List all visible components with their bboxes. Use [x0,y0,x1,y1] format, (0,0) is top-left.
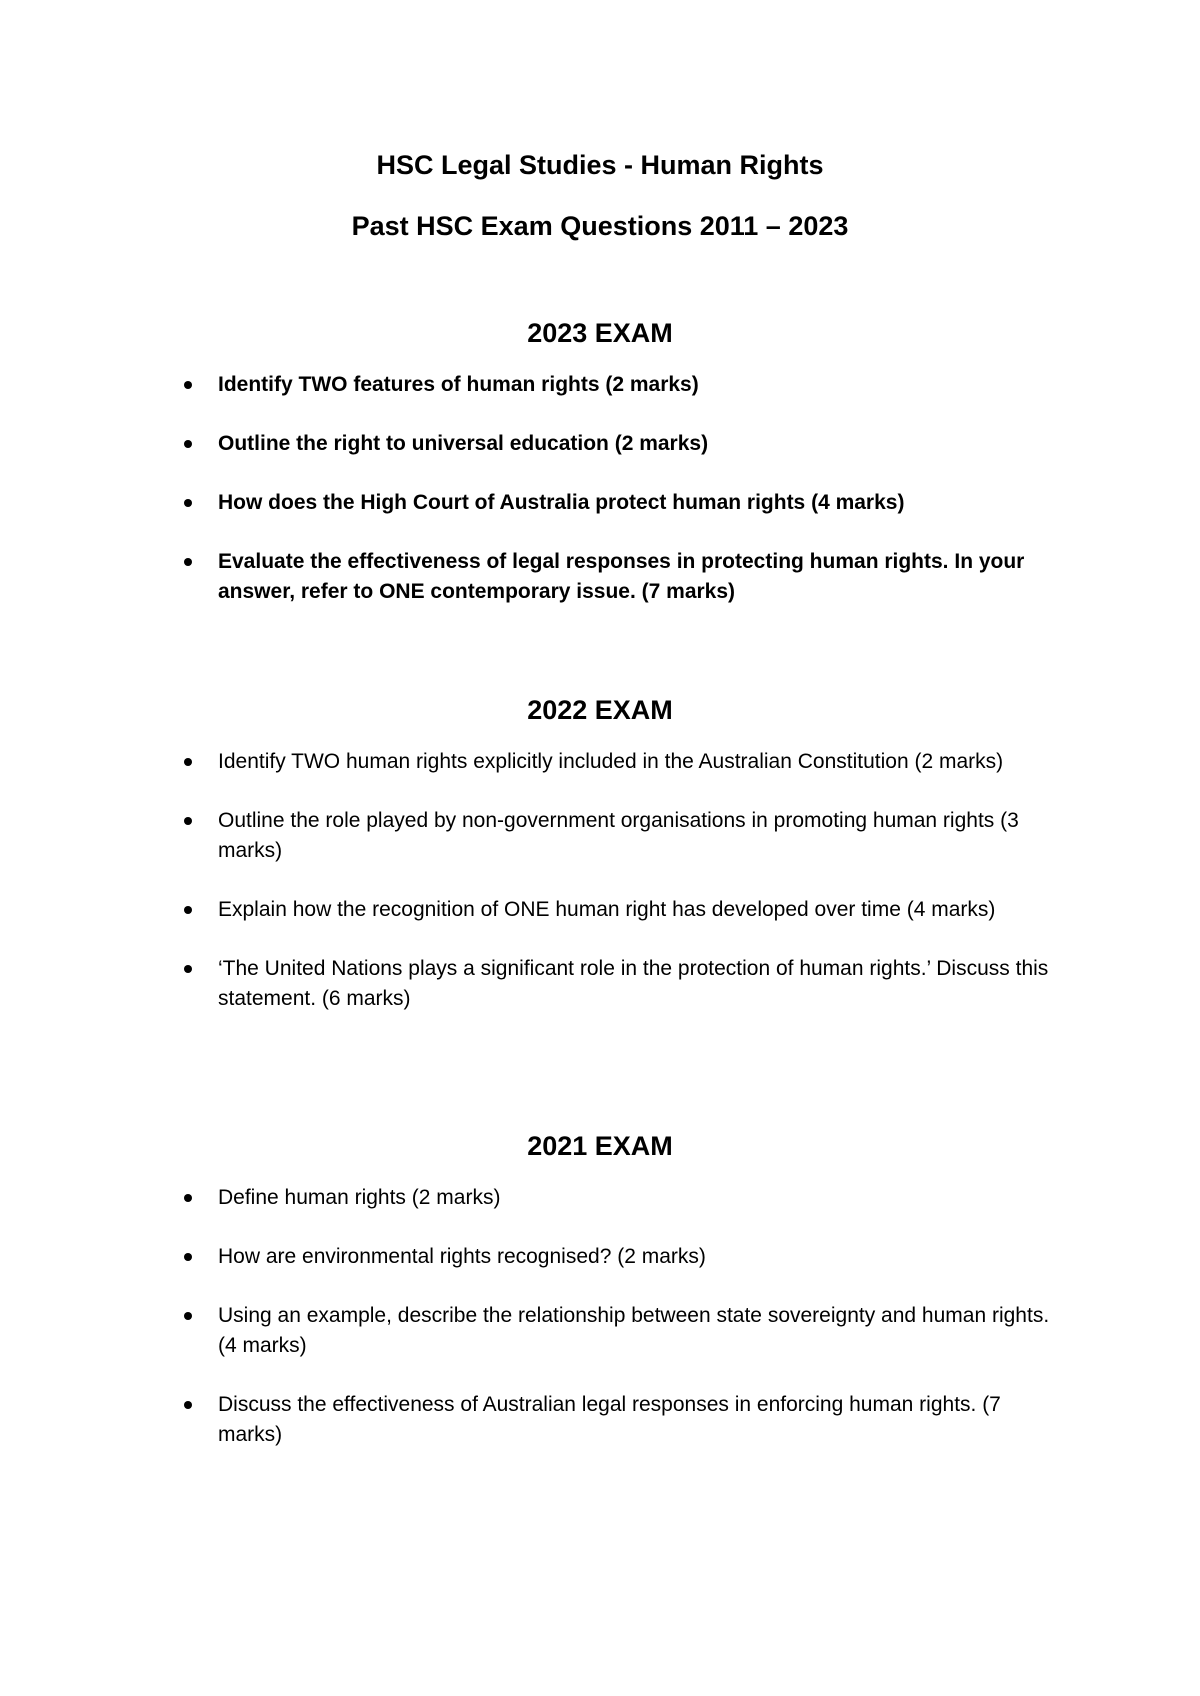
bullet-icon [184,1312,192,1320]
bullet-icon [184,758,192,766]
question-item [0,1242,1068,1272]
section-heading: 2023 EXAM [527,318,673,348]
bullet-icon [184,1253,192,1261]
bullet-icon [184,906,192,914]
question-item [0,1390,1068,1450]
question-item [0,1301,1068,1361]
bullet-icon [184,817,192,825]
question-text: How are environmental rights recognised? (2 marks) [218,1245,706,1268]
bullet-icon [184,558,192,566]
question-item [0,370,1068,400]
bullet-icon [184,499,192,507]
question-item [0,1183,1068,1213]
question-text: Explain how the recognition of ONE human right has developed over time (4 marks) [218,898,996,921]
question-item [0,547,1068,607]
bullet-icon [184,1194,192,1202]
question-list [0,747,1200,1043]
question-list [0,370,1200,636]
question-item [0,954,1068,1014]
question-text: How does the High Court of Australia protect human rights (4 marks) [218,491,905,514]
question-text: ‘The United Nations plays a significant role in the protection of human rights.’ Discuss this statement. (6 marks) [218,957,1049,1010]
question-text: Using an example, describe the relationship between state sovereignty and human rights. (4 marks) [218,1304,1050,1357]
question-text: Define human rights (2 marks) [218,1186,501,1209]
question-item [0,806,1068,866]
bullet-icon [184,381,192,389]
question-text: Evaluate the effectiveness of legal responses in protecting human rights. In your answer, refer to ONE contemporary issue. (7 marks) [218,550,1025,603]
question-text: Identify TWO features of human rights (2 marks) [218,373,699,396]
document-subtitle: Past HSC Exam Questions 2011 – 2023 [351,211,849,241]
question-text: Discuss the effectiveness of Australian legal responses in enforcing human rights. (7 marks) [218,1393,1001,1446]
section-heading: 2022 EXAM [527,695,673,725]
bullet-icon [184,440,192,448]
question-item [0,747,1068,777]
question-text: Outline the role played by non-government organisations in promoting human rights (3 marks) [218,809,1019,862]
bullet-icon [184,965,192,973]
question-text: Identify TWO human rights explicitly included in the Australian Constitution (2 marks) [218,750,1004,773]
section-heading: 2021 EXAM [527,1131,673,1161]
question-item [0,488,1068,518]
question-item [0,895,1068,925]
question-list [0,1183,1200,1479]
document-title: HSC Legal Studies - Human Rights [376,150,824,180]
question-item [0,429,1068,459]
question-text: Outline the right to universal education (2 marks) [218,432,709,455]
bullet-icon [184,1401,192,1409]
